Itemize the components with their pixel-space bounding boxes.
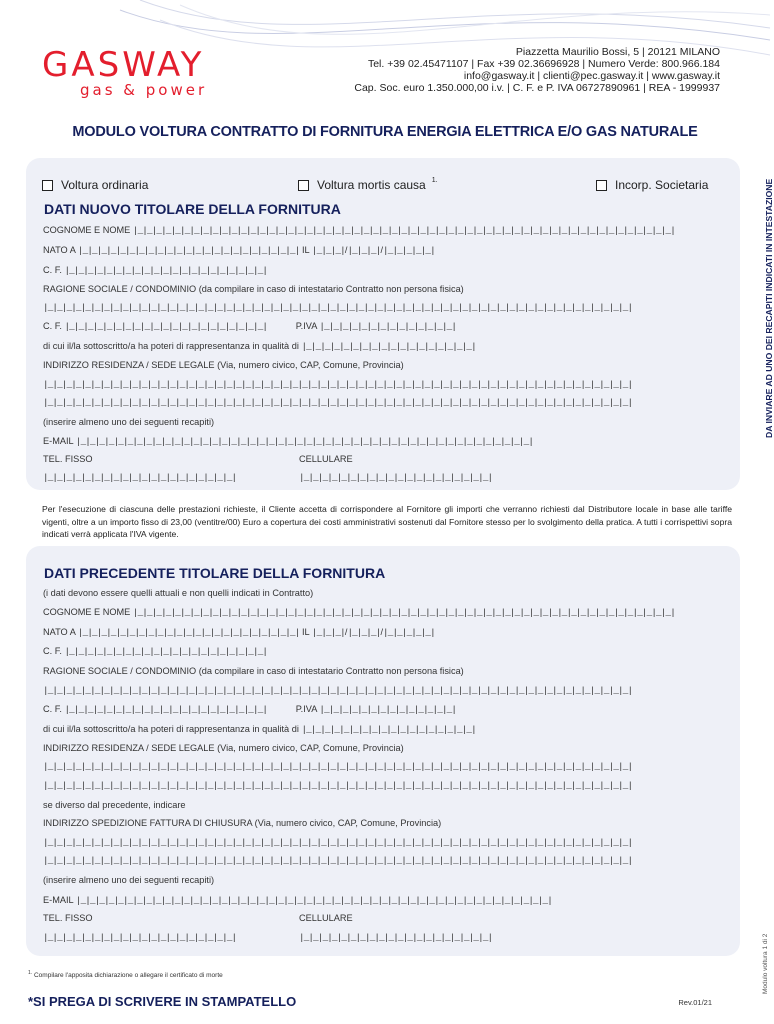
new-ragione-field[interactable]: |_|_|_|_|_|_|_|_|_|_|_|_|_|_|_|_|_|_|_|_|_|_|_|_|_|_|_|_|_|_|_|_|_|_|_|_|_|_|_|_|_|_|_|_|_|_|_|_|_|_|_|_|_|_|_|_|_|_|_|_|_|_| bbox=[43, 302, 633, 313]
new-cf-piva-field[interactable]: C. F. |_|_|_|_|_|_|_|_|_|_|_|_|_|_|_|_|_|_|_|_|_| P.IVA |_|_|_|_|_|_|_|_|_|_|_|_|_|_| bbox=[43, 321, 457, 332]
prev-email-field[interactable]: E-MAIL |_|_|_|_|_|_|_|_|_|_|_|_|_|_|_|_|_|_|_|_|_|_|_|_|_|_|_|_|_|_|_|_|_|_|_|_|_|_|_|_|_|_|_|_|_|_|_|_|_|_| bbox=[43, 895, 552, 906]
prev-holder-title: DATI PRECEDENTE TITOLARE DELLA FORNITURA bbox=[44, 565, 386, 581]
voltura-mortis-option[interactable] bbox=[298, 178, 438, 192]
new-indirizzo-field-2[interactable]: |_|_|_|_|_|_|_|_|_|_|_|_|_|_|_|_|_|_|_|_|_|_|_|_|_|_|_|_|_|_|_|_|_|_|_|_|_|_|_|_|_|_|_|_|_|_|_|_|_|_|_|_|_|_|_|_|_|_|_|_|_|_| bbox=[43, 397, 633, 408]
option-label: Incorp. Societaria bbox=[615, 178, 709, 192]
contact-block bbox=[354, 46, 720, 94]
checkbox-icon[interactable] bbox=[298, 180, 309, 191]
prev-indirizzo-label: INDIRIZZO RESIDENZA / SEDE LEGALE (Via, numero civico, CAP, Comune, Provincia) bbox=[43, 743, 404, 753]
contact-email: info@gasway.it | clienti@pec.gasway.it | www.gasway.it bbox=[463, 70, 720, 82]
prev-indirizzo-field-1[interactable]: |_|_|_|_|_|_|_|_|_|_|_|_|_|_|_|_|_|_|_|_|_|_|_|_|_|_|_|_|_|_|_|_|_|_|_|_|_|_|_|_|_|_|_|_|_|_|_|_|_|_|_|_|_|_|_|_|_|_|_|_|_|_| bbox=[43, 761, 633, 772]
logo-tagline: gas & power bbox=[80, 81, 208, 99]
contact-address: Piazzetta Maurilio Bossi, 5 | 20121 MILANO bbox=[515, 46, 720, 58]
new-indirizzo-field-1[interactable]: |_|_|_|_|_|_|_|_|_|_|_|_|_|_|_|_|_|_|_|_|_|_|_|_|_|_|_|_|_|_|_|_|_|_|_|_|_|_|_|_|_|_|_|_|_|_|_|_|_|_|_|_|_|_|_|_|_|_|_|_|_|_| bbox=[43, 379, 633, 390]
stampatello-note: *SI PREGA DI SCRIVERE IN STAMPATELLO bbox=[28, 994, 297, 1009]
new-email-field[interactable]: E-MAIL |_|_|_|_|_|_|_|_|_|_|_|_|_|_|_|_|_|_|_|_|_|_|_|_|_|_|_|_|_|_|_|_|_|_|_|_|_|_|_|_|_|_|_|_|_|_|_|_| bbox=[43, 436, 534, 447]
new-holder-title: DATI NUOVO TITOLARE DELLA FORNITURA bbox=[44, 201, 341, 217]
new-nato-field[interactable]: NATO A |_|_|_|_|_|_|_|_|_|_|_|_|_|_|_|_|_|_|_|_|_|_|_| IL |_|_|_|/|_|_|_|/|_|_|_|_|_| bbox=[43, 245, 435, 256]
new-tel-labels: TEL. FISSO CELLULARE bbox=[43, 454, 353, 464]
prev-cf-piva-field[interactable]: C. F. |_|_|_|_|_|_|_|_|_|_|_|_|_|_|_|_|_|_|_|_|_| P.IVA |_|_|_|_|_|_|_|_|_|_|_|_|_|_| bbox=[43, 704, 457, 715]
prev-tel-labels: TEL. FISSO CELLULARE bbox=[43, 913, 353, 923]
new-ragione-label: RAGIONE SOCIALE / CONDOMINIO (da compilare in caso di intestatario Contratto non persona fisica) bbox=[43, 284, 464, 294]
prev-indirizzo-field-2[interactable]: |_|_|_|_|_|_|_|_|_|_|_|_|_|_|_|_|_|_|_|_|_|_|_|_|_|_|_|_|_|_|_|_|_|_|_|_|_|_|_|_|_|_|_|_|_|_|_|_|_|_|_|_|_|_|_|_|_|_|_|_|_|_| bbox=[43, 780, 633, 791]
contact-phone: Tel. +39 02.45471107 | Fax +39 02.36696928 | Numero Verde: 800.966.184 bbox=[367, 58, 720, 70]
page-title: MODULO VOLTURA CONTRATTO DI FORNITURA ENERGIA ELETTRICA E/O GAS NATURALE bbox=[72, 124, 698, 140]
prev-rappresentanza-field[interactable]: di cui il/la sottoscritto/a ha poteri di rappresentanza in qualità di |_|_|_|_|_|_|_|_|_|_|_|_|_|_|_|_|_|_| bbox=[43, 724, 476, 735]
prev-recapiti-label: (inserire almeno uno dei seguenti recapiti) bbox=[43, 875, 215, 885]
logo-brand: GASWAY bbox=[42, 45, 205, 85]
new-rappresentanza-field[interactable]: di cui il/la sottoscritto/a ha poteri di rappresentanza in qualità di |_|_|_|_|_|_|_|_|_|_|_|_|_|_|_|_|_|_| bbox=[43, 341, 476, 352]
prev-ragione-label: RAGIONE SOCIALE / CONDOMINIO (da compilare in caso di intestatario Contratto non persona fisica) bbox=[43, 666, 464, 676]
gasway-logo bbox=[42, 45, 208, 99]
prev-spedizione-label: INDIRIZZO SPEDIZIONE FATTURA DI CHIUSURA (Via, numero civico, CAP, Comune, Provincia) bbox=[43, 818, 442, 828]
prev-spedizione-field-1[interactable]: |_|_|_|_|_|_|_|_|_|_|_|_|_|_|_|_|_|_|_|_|_|_|_|_|_|_|_|_|_|_|_|_|_|_|_|_|_|_|_|_|_|_|_|_|_|_|_|_|_|_|_|_|_|_|_|_|_|_|_|_|_|_| bbox=[43, 837, 633, 848]
prev-spedizione-field-2[interactable]: |_|_|_|_|_|_|_|_|_|_|_|_|_|_|_|_|_|_|_|_|_|_|_|_|_|_|_|_|_|_|_|_|_|_|_|_|_|_|_|_|_|_|_|_|_|_|_|_|_|_|_|_|_|_|_|_|_|_|_|_|_|_| bbox=[43, 855, 633, 866]
fee-notice: Per l'esecuzione di ciascuna delle prestazioni richieste, il Cliente accetta di corrispondere al Fornitore gli importi che verranno richiesti dal Distributore locale in base alle tariffe vigenti, oltre a un importo fisso di 23,00 (ventitre/00) Euro a copertura dei costi amministrativi sostenuti dal Fornitore stesso per lo svolgimento della pratica. A tutti i corrispettivi sopra indicati verrà applicata l'IVA vigente. bbox=[42, 504, 732, 539]
new-cognome-field[interactable]: COGNOME E NOME |_|_|_|_|_|_|_|_|_|_|_|_|_|_|_|_|_|_|_|_|_|_|_|_|_|_|_|_|_|_|_|_|_|_|_|_|_|_|_|_|_|_|_|_|_|_|_|_|_|_|_|_|_|_|_|_|_| bbox=[43, 225, 675, 236]
prev-tel-cell-field[interactable]: |_|_|_|_|_|_|_|_|_|_|_|_|_|_|_|_|_|_|_|_| |_|_|_|_|_|_|_|_|_|_|_|_|_|_|_|_|_|_|_|_| bbox=[43, 932, 493, 943]
revision-label: Rev.01/21 bbox=[678, 998, 712, 1007]
new-tel-cell-field[interactable]: |_|_|_|_|_|_|_|_|_|_|_|_|_|_|_|_|_|_|_|_| |_|_|_|_|_|_|_|_|_|_|_|_|_|_|_|_|_|_|_|_| bbox=[43, 472, 493, 483]
prev-cognome-field[interactable]: COGNOME E NOME |_|_|_|_|_|_|_|_|_|_|_|_|_|_|_|_|_|_|_|_|_|_|_|_|_|_|_|_|_|_|_|_|_|_|_|_|_|_|_|_|_|_|_|_|_|_|_|_|_|_|_|_|_|_|_|_|_| bbox=[43, 607, 675, 618]
voltura-options bbox=[42, 178, 722, 194]
prev-cf-field[interactable]: C. F. |_|_|_|_|_|_|_|_|_|_|_|_|_|_|_|_|_|_|_|_|_| bbox=[43, 646, 268, 657]
new-recapiti-label: (inserire almeno uno dei seguenti recapiti) bbox=[43, 417, 215, 427]
new-indirizzo-label: INDIRIZZO RESIDENZA / SEDE LEGALE (Via, numero civico, CAP, Comune, Provincia) bbox=[43, 360, 404, 370]
prev-ragione-field[interactable]: |_|_|_|_|_|_|_|_|_|_|_|_|_|_|_|_|_|_|_|_|_|_|_|_|_|_|_|_|_|_|_|_|_|_|_|_|_|_|_|_|_|_|_|_|_|_|_|_|_|_|_|_|_|_|_|_|_|_|_|_|_|_| bbox=[43, 685, 633, 696]
option-label: Voltura mortis causa bbox=[317, 178, 426, 192]
footnote-ref: 1. bbox=[431, 176, 438, 184]
incorp-societaria-option[interactable] bbox=[596, 178, 708, 192]
page-counter: Modulo voltura 1 di 2 bbox=[762, 933, 769, 994]
footnote: $^{1.}$ Compilare l'apposita dichiarazione o allegare il certificato di morte bbox=[28, 970, 223, 980]
new-cf-field[interactable]: C. F. |_|_|_|_|_|_|_|_|_|_|_|_|_|_|_|_|_|_|_|_|_| bbox=[43, 265, 268, 276]
checkbox-icon[interactable] bbox=[596, 180, 607, 191]
prev-subtitle: (i dati devono essere quelli attuali e non quelli indicati in Contratto) bbox=[43, 588, 314, 598]
contact-company: Cap. Soc. euro 1.350.000,00 i.v. | C. F. e P. IVA 06727890961 | REA - 1999937 bbox=[354, 82, 720, 94]
checkbox-icon[interactable] bbox=[42, 180, 53, 191]
prev-nato-field[interactable]: NATO A |_|_|_|_|_|_|_|_|_|_|_|_|_|_|_|_|_|_|_|_|_|_|_| IL |_|_|_|/|_|_|_|/|_|_|_|_|_| bbox=[43, 627, 435, 638]
option-label: Voltura ordinaria bbox=[61, 178, 149, 192]
side-instruction: DA INVIARE AD UNO DEI RECAPITI INDICATI IN INTESTAZIONE bbox=[764, 178, 774, 438]
voltura-ordinaria-option[interactable] bbox=[42, 178, 148, 192]
prev-diverso-label: se diverso dal precedente, indicare bbox=[43, 800, 186, 810]
